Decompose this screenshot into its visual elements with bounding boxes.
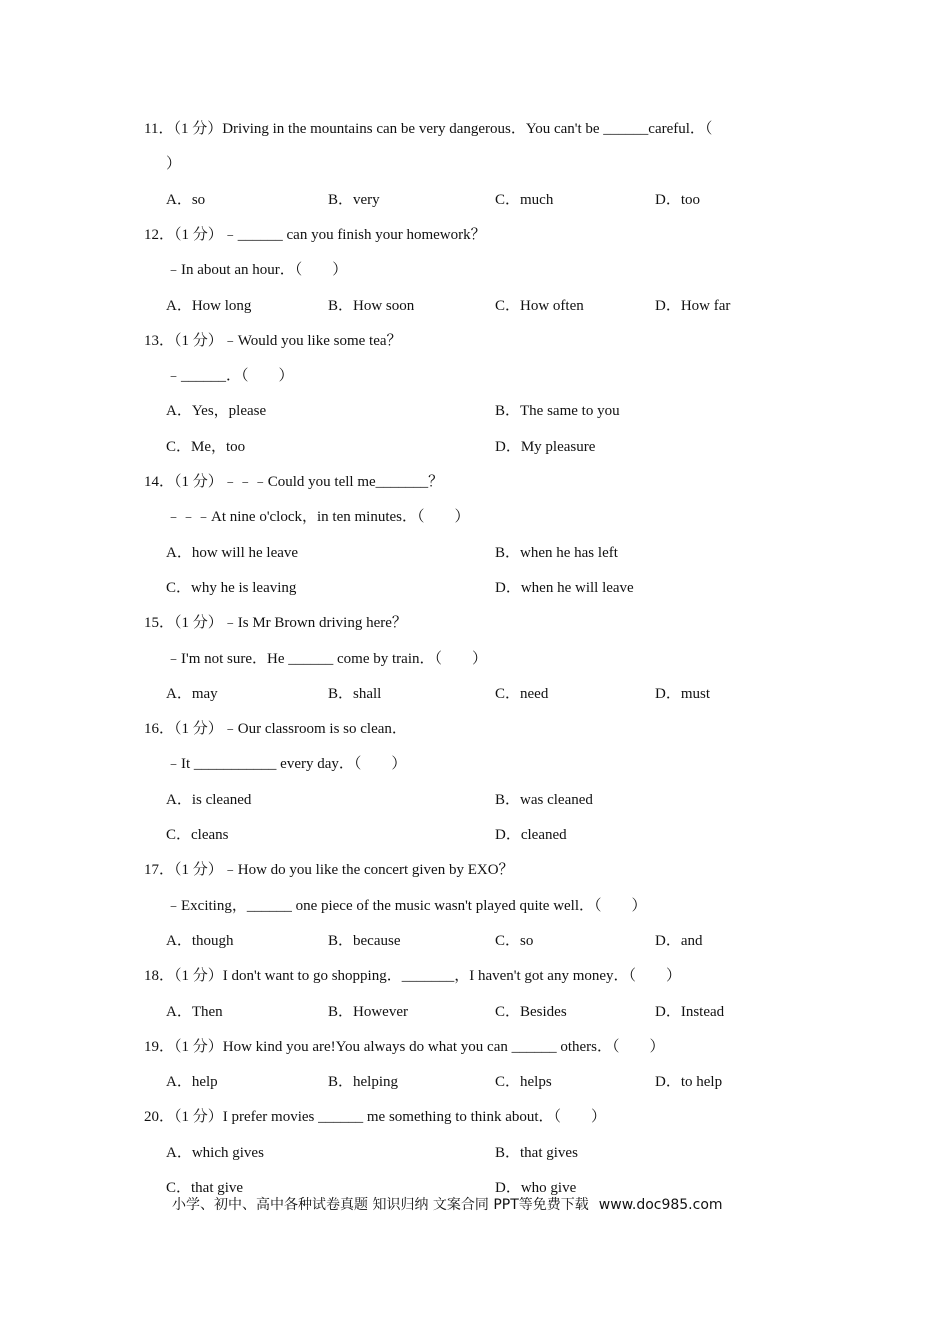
answer-option[interactable]: D．My pleasure <box>495 438 596 455</box>
answer-option[interactable]: B．when he has left <box>495 544 618 561</box>
question-stem: 16．（1 分）﹣Our classroom is so clean． <box>144 721 407 738</box>
answer-option[interactable]: B．that gives <box>495 1144 578 1161</box>
answer-option[interactable]: A．which gives <box>166 1144 264 1161</box>
answer-option[interactable]: A．is cleaned <box>166 791 252 808</box>
answer-option[interactable]: A．How long <box>166 297 252 314</box>
answer-option[interactable]: C．cleans <box>166 827 229 843</box>
question-stem: 19．（1 分）How kind you are!You always do what you can ______ others．（ ） <box>144 1038 665 1055</box>
question-stem: 14．（1 分）﹣﹣﹣Could you tell me_______？ <box>144 474 444 490</box>
footer <box>172 1195 723 1215</box>
answer-option[interactable]: A．may <box>166 685 218 702</box>
answer-option[interactable]: A．Then <box>166 1003 223 1020</box>
answer-option[interactable]: C．Besides <box>495 1003 567 1020</box>
answer-option[interactable]: C．need <box>495 685 549 702</box>
question-stem: 20．（1 分）I prefer movies ______ me something to think about．（ ） <box>144 1109 607 1126</box>
answer-option[interactable]: D．when he will leave <box>495 579 634 596</box>
answer-option[interactable]: A．help <box>166 1074 218 1091</box>
question-stem: 18．（1 分）I don't want to go shopping．_______，I haven't got any money．（ ） <box>144 968 682 985</box>
answer-option[interactable]: B．shall <box>328 685 382 702</box>
question-stem: 15．（1 分）﹣Is Mr Brown driving here？ <box>144 615 407 632</box>
answer-option[interactable]: D．How far <box>655 297 731 314</box>
answer-option[interactable]: A．though <box>166 932 234 949</box>
question-stem-continued: ﹣﹣﹣At nine o'clock，in ten minutes．（ ） <box>166 509 470 526</box>
answer-option[interactable]: D．to help <box>655 1074 723 1091</box>
answer-option[interactable]: B．The same to you <box>495 403 620 420</box>
answer-option[interactable]: D．who give <box>495 1180 577 1196</box>
answer-option[interactable]: D．must <box>655 685 711 702</box>
answer-option[interactable]: C．Me，too <box>166 438 246 455</box>
answer-option[interactable]: B．How soon <box>328 297 415 314</box>
answer-option[interactable]: D．and <box>655 932 703 949</box>
answer-option[interactable]: B．However <box>328 1003 408 1020</box>
answer-option[interactable]: B．helping <box>328 1074 398 1091</box>
question-stem-continued: ﹣It ___________ every day．（ ） <box>166 756 407 773</box>
answer-option[interactable]: C．How often <box>495 297 584 314</box>
question-stem-continued: ﹣Exciting，______ one piece of the music wasn't played quite well．（ ） <box>166 897 647 914</box>
question-stem-continued: ﹣______．（ ） <box>166 368 294 385</box>
answer-option[interactable]: D．cleaned <box>495 827 567 843</box>
question-stem-continued: ） <box>166 156 182 173</box>
answer-option[interactable]: A．how will he leave <box>166 544 299 561</box>
question-stem: 12．（1 分）﹣______ can you finish your homework？ <box>144 226 486 243</box>
answer-option[interactable]: A．Yes，please <box>166 403 267 420</box>
question-stem-continued: ﹣In about an hour．（ ） <box>166 262 348 279</box>
question-stem: 11．（1 分）Driving in the mountains can be very dangerous．You can't be ______careful．（ <box>144 121 713 137</box>
answer-option[interactable]: C．that give <box>166 1180 244 1196</box>
footer-text: 小学、初中、高中各种试卷真题 知识归纳 文案合同 PPT等免费下载 <box>172 1197 589 1213</box>
answer-option[interactable]: D．Instead <box>655 1003 725 1020</box>
question-stem-continued: ﹣I'm not sure．He ______ come by train．（ ） <box>166 650 487 667</box>
question-stem: 17．（1 分）﹣How do you like the concert given by EXO？ <box>144 862 514 879</box>
answer-option[interactable]: C．so <box>495 932 534 949</box>
answer-option[interactable]: C．why he is leaving <box>166 579 297 596</box>
answer-option[interactable]: C．much <box>495 191 554 208</box>
question-stem: 13．（1 分）﹣Would you like some tea？ <box>144 332 402 349</box>
answer-option[interactable]: B．was cleaned <box>495 791 593 808</box>
answer-option[interactable]: B．very <box>328 191 380 208</box>
answer-option[interactable]: C．helps <box>495 1074 552 1091</box>
answer-option[interactable]: D．too <box>655 191 701 208</box>
footer-url[interactable]: www.doc985.com <box>598 1197 723 1213</box>
answer-option[interactable]: B．because <box>328 932 401 949</box>
answer-option[interactable]: A．so <box>166 191 206 208</box>
